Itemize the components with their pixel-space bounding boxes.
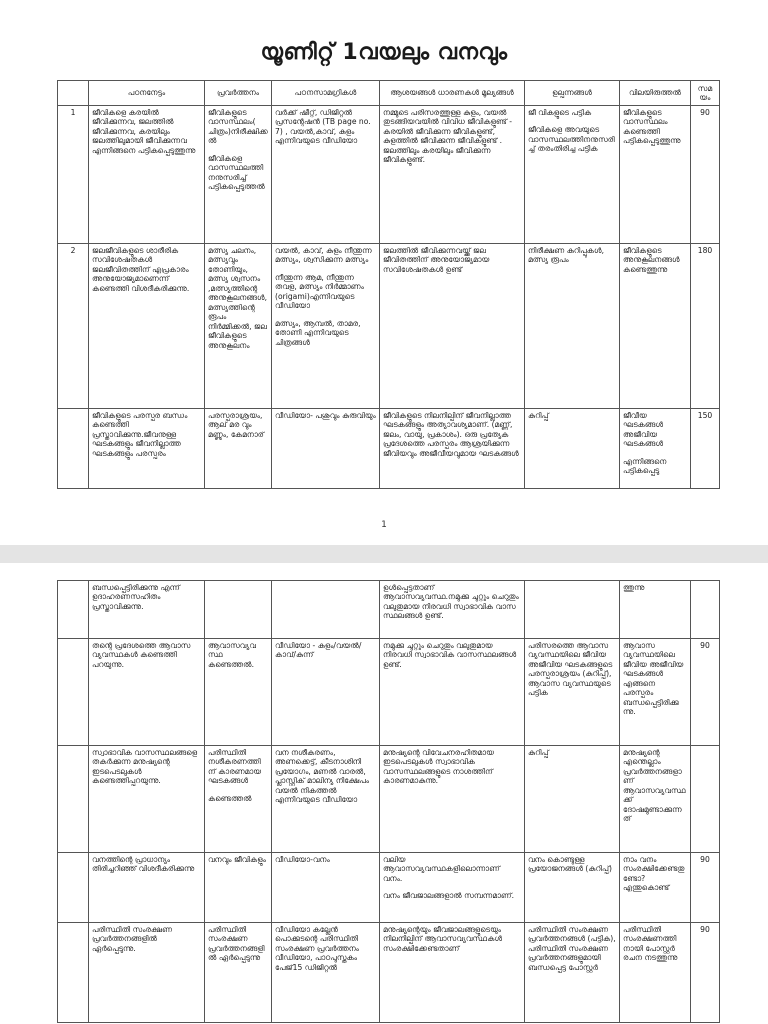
table-row [58,853,720,923]
cell-concepts [380,409,525,489]
cell-assessment [620,639,691,746]
cell-outcome [89,923,205,1023]
cell-activity [205,923,272,1023]
cell-text: പരസ്പരാശ്രയം, ആല് മര വും മണ്ണും, കേമനാര് [208,411,264,439]
cell-materials [272,853,380,923]
cell-text: വീഡിയോ കല്ലേൻ പൊക്കുടന്റെ പരിസ്ഥിതി സംരക്ഷണ പ്രവർത്തനം വീഡിയോ, പാഠപുസ്തകം പേജ്15 ഡിജിറ്റൽ [275,925,359,972]
cell-no [58,923,89,1023]
cell-time: 90 [691,853,720,923]
cell-text: ജീവികളെ വാസസ്ഥലത്തിനനുസരിച്ച് പട്ടികപ്പെടുത്തൽ [208,153,265,192]
cell-activity [205,746,272,853]
cell-text: വീഡിയോ - കുളം/വയൽ/കാവ്/കുന്ന് [275,641,362,660]
cell-text: ജീവികളുടെ അനുകൂലനങ്ങൾ കണ്ടെത്തുന്നു [623,246,680,274]
cell-time [691,746,720,853]
cell-outcome [89,853,205,923]
cell-text: ആവാസ വ്യവസ്ഥയിലെ ജീവിയ അജീവിയ ഘടകങ്ങൾ എങ്ങനെ പരസ്പരം ബന്ധപ്പെട്ടിരിക്കുന്നു. [623,641,684,717]
page-number: 1 [381,520,387,530]
cell-text: നിരീക്ഷണ കുറിപ്പുകൾ, മത്സ്യ രൂപം [528,246,605,265]
cell-text: കുറിപ്പ് [528,748,549,757]
table-header-row [58,81,720,106]
cell-products [525,923,620,1023]
cell-text: ത്തുന്നു [623,583,645,592]
cell-products [525,581,620,639]
cell-text: വീഡിയോ- പശുവും കുരുവിയും [275,411,376,420]
cell-text: വനത്തിന്റെ പ്രാധാന്യം തിരിച്ചറിഞ്ഞ് വിശദീകരിക്കുന്നു [92,855,195,874]
cell-assessment [620,106,691,244]
cell-text: വനം ജീവജാലങ്ങളാൽ സമ്പന്നമാണ്. [383,891,515,901]
cell-text: വനം കൊണ്ടുള്ള പ്രയോജനങ്ങൾ (കുറിപ്പ്) [528,855,612,874]
cell-concepts [380,923,525,1023]
table-row [58,923,720,1023]
cell-text [275,265,376,273]
cell-text: ബന്ധപ്പെട്ടിരിക്കുന്നു എന്ന് ഉദാഹരണസഹിതം പ്രസ്താവിക്കുന്നു. [92,583,180,611]
cell-text: തന്റെ പ്രദേശത്തെ ആവാസ വ്യവസ്ഥകൾ കണ്ടെത്തി പറയുന്നു. [92,641,191,669]
cell-text: വർക്ക് ഷീറ്റ്, ഡിജിറ്റൽ പ്രസന്റേഷൻ (TB page no. 7) , വയൽ,കാവ്, കുളം എന്നിവയുടെ വീഡിയോ [275,108,371,146]
cell-materials [272,923,380,1023]
header-cell: ആശയങ്ങൾ ധാരണകൾ മൂല്യങ്ങൾ [380,81,525,106]
cell-text: ജീവികളുടെ പരസ്പര ബന്ധം കണ്ടെത്തി പ്രസ്താവിക്കുന്നു.ജീവനുള്ള ഘടകങ്ങളും ജീവനില്ലാത്ത ഘടകങ്ങളും പരസ്പരം [92,411,188,458]
cell-materials [272,746,380,853]
cell-text [383,883,521,891]
cell-concepts [380,581,525,639]
cell-text: പരിസരത്തെ ആവാസ വ്യവസ്ഥയിലെ ജീവിയ അജീവിയ ഘടകങ്ങളുടെ പരസ്പരാശ്രയം (കുറിപ്പ്), ആവാസ വ്യവസ്ഥയുടെ പട്ടിക [528,641,613,698]
cell-activity [205,639,272,746]
cell-no [58,639,89,746]
cell-text [528,117,616,125]
cell-text: നാം വനം സംരക്ഷിക്കേണ്ടതുണ്ടോ? എന്തുകൊണ്ട് [623,855,685,893]
page-title: യൂണിറ്റ് 1വയലും വനവും [260,40,508,65]
cell-activity [205,244,272,409]
cell-text: പരിസ്ഥിതി സംരക്ഷണ പ്രവർത്തനങ്ങളിൽ ഏർപ്പെടുന്നു [208,925,265,963]
cell-products [525,853,620,923]
cell-materials [272,581,380,639]
table-row [58,581,720,639]
cell-text: കുറിപ്പ് [528,411,549,420]
lesson-plan-table-page-1 [57,80,720,489]
cell-concepts [380,639,525,746]
cell-text: കണ്ടെത്തൽ [208,793,252,803]
header-cell: പ്രവർത്തനം [205,81,272,106]
cell-text [623,449,687,457]
cell-text: ജീ വികളുടെ പട്ടിക [528,108,592,117]
cell-materials [272,244,380,409]
cell-text: നീന്തുന്ന ആമ, നീന്തുന്ന തവള, മത്സ്യം നിർമ്മാണം (origami)എന്നിവയുടെ വീഡിയോ [275,272,364,311]
cell-concepts [380,244,525,409]
cell-outcome [89,581,205,639]
cell-text: ജീവികളുടെ വാസസ്ഥലം( ചിത്രം)നിരീക്ഷിക്കൽ [208,108,268,146]
cell-products [525,409,620,489]
cell-outcome [89,746,205,853]
cell-concepts [380,853,525,923]
cell-text: നമുക്കു ചുറ്റും ചെറുതും വലുതുമായ നിരവധി സ്വാഭാവിക വാസസ്ഥലങ്ങൾ ഉണ്ട്. [383,641,517,669]
table-row [58,106,720,244]
table-row [58,409,720,489]
cell-text: ജീവികളുടെ വാസസ്ഥലം കണ്ടെത്തി പട്ടികപ്പെടുത്തുന്നു [623,108,681,146]
cell-time: 180 [691,244,720,409]
header-cell: പഠനസാമഗ്രികൾ [272,81,380,106]
cell-text: വനവും ജീവികളും [208,855,266,864]
cell-products [525,746,620,853]
header-cell [58,81,89,106]
cell-text [208,146,268,154]
cell-text [208,583,268,591]
cell-text: മനുഷ്യന്റെയും ജീവജാലങ്ങളുടെയും നിലനില്പിന് ആവാസവ്യവസ്ഥകൾ സംരക്ഷിക്കേണ്ടതാണ് [383,925,503,953]
cell-text: മനുഷ്യന്റെ വിവേചനരഹിതമായ ഇടപെടലുകൾ സ്വാഭാവിക വാസസ്ഥലങ്ങളുടെ നാശത്തിന് കാരണമാകുന്നു. [383,748,494,786]
cell-text: വന നശീകരണം, അണക്കെട്ട്, കീടനാശിനി പ്രയോഗം, മണൽ വാരൽ, പ്ലാസ്റ്റിക് മാലിന്യ നിക്ഷേപം വയൽ നികത്തൽ എന്നിവയുടെ വീഡിയോ [275,748,370,805]
cell-time: 90 [691,106,720,244]
header-cell: സമയം [691,81,720,106]
lesson-plan-table-page-2 [57,580,720,1023]
cell-text [528,583,616,591]
cell-concepts [380,106,525,244]
cell-assessment [620,409,691,489]
cell-time [691,581,720,639]
cell-outcome [89,639,205,746]
header-cell: ഉല്പന്നങ്ങൾ [525,81,620,106]
cell-text: ജീവികളുടെ നിലനില്പിന് ജീവനില്ലാത്ത ഘടകങ്ങളും അത്യാവശ്യമാണ്. (മണ്ണ്, ജലം, വായു, പ്രകാശം). ഒരു പ്രത്യേക പ്രദേശത്തെ പരസ്പരം ആശ്രയിക്കുന്ന ജീവിയവും അജീവീയവുമായ ഘടകങ്ങൾ [383,411,519,458]
cell-no [58,409,89,489]
cell-activity [205,409,272,489]
cell-text: പരിസ്ഥിതി സംരക്ഷണ പ്രവർത്തനങ്ങൾ (പട്ടിക), പരിസ്ഥിതി സംരക്ഷണ പ്രവർത്തനങ്ങളുമായി ബന്ധപ്പെട്ട പോസ്റ്റർ [528,925,616,972]
cell-text: ജീവികളെ അവയുടെ വാസസ്ഥലത്തിനനുസരിച്ച് തരംതിരിച്ച പട്ടിക [528,125,615,154]
cell-no [58,746,89,853]
cell-activity [205,853,272,923]
cell-time: 90 [691,639,720,746]
header-cell: പഠനനേട്ടം [89,81,205,106]
cell-no [58,581,89,639]
cell-text [275,583,376,591]
table-row [58,639,720,746]
cell-outcome [89,409,205,489]
cell-text: വലിയ ആവാസവ്യവസ്ഥകളിലൊന്നാണ് വനം. [383,855,500,883]
cell-materials [272,409,380,489]
cell-products [525,244,620,409]
cell-outcome [89,244,205,409]
cell-text: ജീവീയ ഘടകങ്ങൾ അജീവിയ ഘടകങ്ങൾ [623,411,664,449]
cell-time: 90 [691,923,720,1023]
cell-assessment [620,923,691,1023]
cell-text: മത്സ്യ ചലനം, മത്സ്യവും തോണിയും, മത്സ്യ ശ്വസനം ,മത്സ്യത്തിന്റെ അനുകൂലനങ്ങൾ, മത്സ്യത്തിന്റെ രൂപം നിർമ്മിക്കൽ, ജല ജീവികളുടെ അനുകൂലനം [208,246,268,350]
header-cell: വിലയിരുത്തൽ [620,81,691,106]
cell-text: ജലത്തിൽ ജീവിക്കുന്നവയ്ക്ക് ജല ജീവിതത്തിന് അനുയോജ്യമായ സവിശേഷതകൾ ഉണ്ട് [383,246,490,274]
cell-no [58,853,89,923]
cell-text: ഉൾപ്പെട്ടതാണ് ആവാസവ്യവസ്ഥ.നമുക്കു ചുറ്റും ചെറുതും വലുതുമായ നിരവധി സ്വാഭാവിക വാസ സ്ഥലങ്ങൾ ഉണ്ട്. [383,583,519,621]
cell-text: പരിസ്ഥിതി സംരക്ഷണ പ്രവർത്തനങ്ങളിൽ ഏർപ്പെടുന്നു. [92,925,173,953]
cell-products [525,639,620,746]
cell-text [208,786,268,794]
cell-text: ആവാസവ്യവസ്ഥ കണ്ടെത്തൽ. [208,641,256,669]
cell-no: 1 [58,106,89,244]
cell-text: മനുഷ്യന്റെ എന്തെല്ലാം പ്രവർത്തനങ്ങളാണ് ആവാസവ്യവസ്ഥക്ക് ദോഷമുണ്ടാക്കുന്നത് [623,748,686,824]
cell-text: സ്വാഭാവിക വാസസ്ഥലങ്ങളെ തകർക്കുന്ന മനുഷ്യന്റെ ഇടപെടലുകൾ കണ്ടെത്തിപ്പറയുന്നു. [92,748,198,786]
cell-assessment [620,746,691,853]
cell-outcome [89,106,205,244]
cell-text: പരിസ്ഥിതി സംരക്ഷണത്തിനായി പോസ്റ്റർ രചന നടത്തുന്നു [623,925,678,963]
cell-text: പരിസ്ഥിതി നശീകരണത്തിന് കാരണമായ ഘടകങ്ങൾ [208,748,262,786]
cell-materials [272,639,380,746]
cell-text: എന്നിങ്ങനെ പട്ടികപ്പെടു [623,456,667,476]
cell-text: ജീവികളെ കരയിൽ ജീവിക്കുന്നവ, ജലത്തിൽ ജീവിക്കുന്നവ, കരയിലും ജലത്തിലുമായി ജീവിക്കുന്നവ എന്നിങ്ങനെ പട്ടികപ്പെടുത്തുന്നു [92,108,196,155]
cell-assessment [620,853,691,923]
cell-text: വയൽ, കാവ്, കുളം നീന്തുന്ന മത്സ്യം, ശ്വസിക്കുന്ന മത്സ്യം [275,246,372,265]
cell-materials [272,106,380,244]
table-row [58,244,720,409]
cell-text: നമ്മുടെ പരിസരത്തുള്ള കുളം, വയൽ തുടങ്ങിയവയിൽ വിവിധ ജീവികളുണ്ട് - കരയിൽ ജീവിക്കുന്ന ജീവികളുണ്ട്, കുളത്തിൽ ജീവിക്കുന്ന ജീവികളുണ്ട് . ജലത്തിലും കരയിലും ജീവിക്കുന്ന ജീവികളുണ്ട്. [383,108,513,165]
cell-concepts [380,746,525,853]
cell-activity [205,106,272,244]
cell-assessment [620,581,691,639]
cell-products [525,106,620,244]
cell-text: മത്സ്യം, ആമ്പൽ, താമര, തോണി എന്നിവയുടെ ചിത്രങ്ങൾ [275,318,361,347]
cell-no: 2 [58,244,89,409]
cell-time: 150 [691,409,720,489]
page-separator [0,545,768,563]
cell-text: ജലജീവികളുടെ ശാരീരിക സവിശേഷതകൾ ജലജീവിതത്തിന് എപ്രകാരം അനുയോജ്യമാണെന്ന് കണ്ടെത്തി വിശദീകരിക്കുന്നു. [92,246,190,293]
cell-text: വീഡിയോ-വനം [275,855,330,864]
table-row [58,746,720,853]
cell-activity [205,581,272,639]
cell-assessment [620,244,691,409]
cell-text [275,311,376,319]
